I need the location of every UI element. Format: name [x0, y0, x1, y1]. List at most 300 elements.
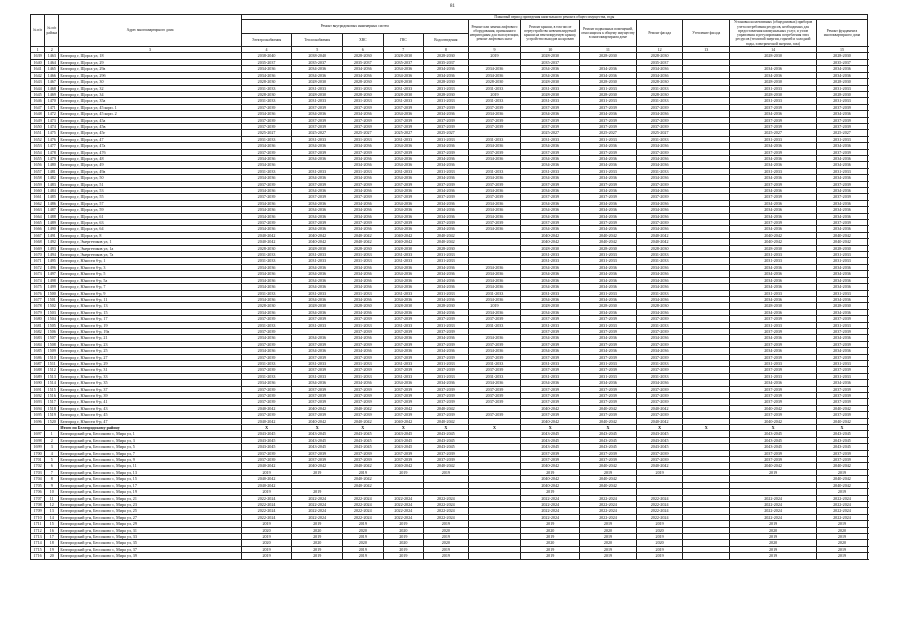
period-cell: 2031-2033	[521, 360, 580, 366]
period-cell: 2037-2039	[292, 194, 343, 200]
period-cell: 2037-2039	[580, 149, 637, 155]
period-cell: 2037-2039	[817, 341, 868, 347]
period-cell: 2028-2030	[383, 79, 424, 85]
period-cell: 2034-2036	[636, 348, 683, 354]
period-cell: 2034-2036	[292, 155, 343, 161]
period-cell: 2034-2036	[468, 188, 521, 194]
period-cell: 2034-2036	[730, 200, 817, 206]
period-cell: 2034-2036	[383, 200, 424, 206]
row-address: Белгород г, Щорса ул, 45 корп. 1	[59, 104, 241, 110]
header-no-district: № п/п района	[45, 15, 59, 47]
period-cell: 2031-2033	[424, 98, 469, 104]
period-cell: 2043-2045	[424, 437, 469, 443]
period-cell: 2034-2036	[241, 213, 292, 219]
period-cell: X	[636, 425, 683, 431]
period-cell: 2037-2039	[580, 181, 637, 187]
period-cell: 2040-2042	[343, 405, 384, 411]
row-number: 1706	[31, 489, 45, 495]
period-cell: 2037-2039	[468, 393, 521, 399]
period-cell: 2034-2036	[343, 213, 384, 219]
period-cell: 2019	[468, 53, 521, 59]
period-cell: 2037-2039	[817, 328, 868, 334]
row-number: 1688	[31, 367, 45, 373]
period-cell: 2019	[636, 553, 683, 559]
period-cell: 2040-2042	[636, 418, 683, 424]
period-cell: 2034-2036	[521, 143, 580, 149]
period-cell: 2031-2033	[580, 85, 637, 91]
period-cell: 2019	[580, 546, 637, 552]
period-cell: 2031-2033	[580, 252, 637, 258]
period-cell: 2037-2039	[817, 194, 868, 200]
period-cell: 2034-2036	[817, 226, 868, 232]
period-cell: 2034-2036	[636, 271, 683, 277]
period-cell: 2034-2036	[730, 348, 817, 354]
row-district-number: 1468	[45, 85, 59, 91]
row-address: Белгород г, Щорса ул, 45а	[59, 117, 241, 123]
period-cell: 2037-2039	[383, 117, 424, 123]
row-district-number: 1472	[45, 111, 59, 117]
row-address: Белгород г, Юности б-р, 21	[59, 335, 241, 341]
period-cell: 2034-2036	[636, 380, 683, 386]
period-cell: 2034-2036	[730, 213, 817, 219]
period-cell: 2034-2036	[580, 207, 637, 213]
period-cell: 2037-2039	[636, 354, 683, 360]
period-cell: 2037-2039	[424, 123, 469, 129]
period-cell: 2020	[383, 527, 424, 533]
row-district-number: 1474	[45, 123, 59, 129]
period-cell: 2034-2036	[241, 271, 292, 277]
period-cell: 2031-2033	[383, 322, 424, 328]
row-number: 1671	[31, 258, 45, 264]
period-cell: 2031-2033	[424, 168, 469, 174]
period-cell: 2031-2033	[730, 322, 817, 328]
period-cell: 2031-2033	[580, 258, 637, 264]
period-cell: 2031-2033	[730, 258, 817, 264]
period-cell: 2031-2033	[241, 85, 292, 91]
period-cell: 2037-2039	[343, 149, 384, 155]
period-cell: 2031-2033	[817, 360, 868, 366]
row-district-number: 1469	[45, 91, 59, 97]
period-cell: 2031-2033	[241, 373, 292, 379]
row-address: Белгород г, Юности б-р, 41	[59, 399, 241, 405]
row-number: 1711	[31, 521, 45, 527]
period-cell: 2031-2033	[521, 290, 580, 296]
period-cell: 2034-2036	[424, 155, 469, 161]
period-cell: 2034-2036	[383, 284, 424, 290]
period-cell: 2022-2024	[241, 495, 292, 501]
period-cell: 2022-2024	[424, 495, 469, 501]
period-cell: 2040-2042	[521, 463, 580, 469]
period-cell: 2040-2042	[817, 239, 868, 245]
table-body	[31, 47, 868, 560]
period-cell: 2034-2036	[292, 188, 343, 194]
period-cell: 2037-2039	[580, 123, 637, 129]
period-cell: 2028-2030	[730, 53, 817, 59]
period-cell: 2037-2039	[817, 367, 868, 373]
period-cell: 2034-2036	[636, 155, 683, 161]
period-cell: 2037-2039	[241, 354, 292, 360]
row-district-number: 9	[45, 482, 59, 488]
period-cell: 2037-2039	[468, 104, 521, 110]
period-cell: X	[383, 425, 424, 431]
period-cell: 2043-2045	[343, 431, 384, 437]
row-number: 1690	[31, 380, 45, 386]
row-number: 1659	[31, 181, 45, 187]
period-cell: 2037-2039	[580, 450, 637, 456]
period-cell: 2034-2036	[468, 348, 521, 354]
period-cell: X	[521, 425, 580, 431]
row-district-number: 1500	[45, 290, 59, 296]
row-number: 1703	[31, 469, 45, 475]
period-cell: 2037-2039	[521, 316, 580, 322]
period-cell: 2037-2039	[241, 341, 292, 347]
period-cell: 2037-2039	[521, 354, 580, 360]
period-cell: 2028-2030	[730, 303, 817, 309]
row-district-number: 7	[45, 469, 59, 475]
period-cell: 2031-2033	[521, 258, 580, 264]
period-cell: 2019	[241, 469, 292, 475]
row-address: Белгород г, Юности б-р, 7	[59, 284, 241, 290]
period-cell: 2034-2036	[521, 348, 580, 354]
header-drainage: Водоотведения	[424, 33, 469, 46]
period-cell: 2040-2042	[521, 232, 580, 238]
row-address: Белгород г, Щорса ул, 63	[59, 220, 241, 226]
period-cell: 2037-2039	[292, 104, 343, 110]
period-cell: 2028-2030	[521, 91, 580, 97]
period-cell: 2037-2039	[292, 457, 343, 463]
period-cell: 2020	[730, 527, 817, 533]
column-number: 6	[343, 47, 384, 53]
header-no: № п/п	[31, 15, 45, 47]
row-district-number: 1482	[45, 175, 59, 181]
row-number: 1695	[31, 412, 45, 418]
row-address: Белгород г, Щорса ул, 61	[59, 213, 241, 219]
period-cell: 2037-2039	[468, 354, 521, 360]
row-number: 1684	[31, 341, 45, 347]
period-cell: 2020	[580, 540, 637, 546]
period-cell: 2040-2042	[817, 232, 868, 238]
period-cell: 2028-2030	[468, 79, 521, 85]
period-cell: 2022-2024	[636, 495, 683, 501]
period-cell: 2040-2042	[241, 463, 292, 469]
header-title-top: Плановый период проведения капитального ремонта общего имущества, годы	[241, 15, 867, 20]
period-cell: 2034-2036	[468, 277, 521, 283]
period-cell: 2034-2036	[468, 207, 521, 213]
row-district-number: 1495	[45, 258, 59, 264]
period-cell: 2037-2039	[424, 194, 469, 200]
period-cell: 2034-2036	[817, 66, 868, 72]
period-cell: 2037-2039	[580, 354, 637, 360]
period-cell: 2028-2030	[730, 245, 817, 251]
period-cell: 2020	[241, 540, 292, 546]
row-number: 1680	[31, 316, 45, 322]
period-cell: 2037-2039	[241, 399, 292, 405]
period-cell: 2037-2039	[730, 393, 817, 399]
period-cell: 2028-2030	[424, 53, 469, 59]
period-cell: 2034-2036	[343, 175, 384, 181]
period-cell: 2031-2033	[241, 360, 292, 366]
period-cell: 2034-2036	[343, 309, 384, 315]
period-cell: 2034-2036	[241, 207, 292, 213]
period-cell: 2022-2024	[424, 501, 469, 507]
period-cell: 2022-2024	[580, 501, 637, 507]
row-district-number: 1489	[45, 220, 59, 226]
period-cell: 2037-2039	[292, 412, 343, 418]
period-cell: 2031-2033	[292, 136, 343, 142]
period-cell: 2037-2039	[817, 399, 868, 405]
column-number: 13	[683, 47, 730, 53]
period-cell: 2028-2030	[424, 91, 469, 97]
period-cell: 2020	[521, 540, 580, 546]
period-cell: 2028-2030	[383, 245, 424, 251]
period-cell: 2019	[343, 533, 384, 539]
period-cell: 2037-2039	[817, 457, 868, 463]
row-address: Белгород г, Юности б-р, 43	[59, 405, 241, 411]
row-number: 1687	[31, 360, 45, 366]
period-cell: 2037-2039	[730, 220, 817, 226]
header-electric: Электроснабжения	[241, 33, 292, 46]
row-address: Белгород г, Юности б-р, 9	[59, 290, 241, 296]
period-cell: 2031-2033	[817, 98, 868, 104]
period-cell: 2034-2036	[292, 380, 343, 386]
period-cell: 2043-2045	[817, 437, 868, 443]
period-cell: 2034-2036	[817, 309, 868, 315]
row-address: Белгород г, Юности б-р, 23	[59, 341, 241, 347]
period-cell: 2034-2036	[468, 380, 521, 386]
period-cell: 2028-2030	[424, 303, 469, 309]
period-cell	[683, 553, 730, 559]
period-cell: 2037-2039	[424, 117, 469, 123]
period-cell: 2034-2036	[292, 226, 343, 232]
period-cell: 2019	[817, 489, 868, 495]
period-cell: 2037-2039	[521, 457, 580, 463]
period-cell: 2022-2024	[636, 508, 683, 514]
period-cell: 2019	[468, 91, 521, 97]
period-cell: 2034-2036	[817, 111, 868, 117]
period-cell: 2019	[521, 469, 580, 475]
period-cell: 2040-2042	[241, 482, 292, 488]
period-cell: 2031-2033	[580, 373, 637, 379]
row-address: Белгородский р-н, Бессоново с, Мира ул, 39	[59, 553, 241, 559]
header-foundation: Ремонт фундамента многоквартирного дома	[817, 20, 868, 47]
row-address: Белгород г, Юности б-р, 15	[59, 309, 241, 315]
period-cell: 2031-2033	[241, 98, 292, 104]
period-cell: 2035-2037	[383, 59, 424, 65]
period-cell: 2028-2030	[817, 245, 868, 251]
period-cell: 2037-2039	[383, 104, 424, 110]
period-cell: 2034-2036	[636, 284, 683, 290]
period-cell: 2037-2039	[241, 393, 292, 399]
period-cell: 2034-2036	[383, 348, 424, 354]
period-cell: 2043-2045	[383, 444, 424, 450]
period-cell: 2037-2039	[580, 316, 637, 322]
header-cold-water: ГВС	[383, 33, 424, 46]
period-cell: 2022-2024	[292, 508, 343, 514]
row-district-number: 14	[45, 514, 59, 520]
period-cell: 2034-2036	[580, 200, 637, 206]
period-cell: 2034-2036	[521, 111, 580, 117]
period-cell: 2031-2033	[241, 168, 292, 174]
row-district-number: 1477	[45, 143, 59, 149]
period-cell: 2031-2033	[521, 168, 580, 174]
period-cell: 2043-2045	[424, 444, 469, 450]
period-cell: 2031-2033	[521, 322, 580, 328]
period-cell: 2034-2036	[424, 207, 469, 213]
period-cell: 2037-2039	[730, 450, 817, 456]
row-address: Белгородский р-н, Бессоново с, Мира ул, 37	[59, 546, 241, 552]
period-cell: 2034-2036	[292, 175, 343, 181]
period-cell: 2034-2036	[580, 284, 637, 290]
period-cell: 2031-2033	[636, 136, 683, 142]
period-cell: 2037-2039	[521, 194, 580, 200]
period-cell: 2022-2024	[343, 508, 384, 514]
period-cell: 2022-2024	[241, 514, 292, 520]
period-cell: 2034-2036	[730, 277, 817, 283]
row-number: 1647	[31, 104, 45, 110]
row-district-number: 1	[45, 431, 59, 437]
period-cell: 2034-2036	[343, 226, 384, 232]
period-cell: 2031-2033	[292, 258, 343, 264]
column-number: 14	[730, 47, 817, 53]
period-cell: 2037-2039	[343, 354, 384, 360]
period-cell: 2034-2036	[241, 226, 292, 232]
period-cell: 2034-2036	[636, 200, 683, 206]
period-cell: 2031-2033	[636, 360, 683, 366]
period-cell: 2037-2039	[636, 393, 683, 399]
period-cell: 2034-2036	[521, 380, 580, 386]
period-cell: 2022-2024	[292, 514, 343, 520]
row-district-number: 16	[45, 527, 59, 533]
period-cell: 2028-2030	[521, 245, 580, 251]
period-cell: 2037-2039	[383, 450, 424, 456]
period-cell: 2019	[292, 489, 343, 495]
period-cell: 2040-2042	[817, 405, 868, 411]
period-cell: 2037-2039	[468, 399, 521, 405]
period-cell: 2034-2036	[383, 175, 424, 181]
period-cell: 2034-2036	[424, 284, 469, 290]
period-cell: 2034-2036	[730, 162, 817, 168]
period-cell: 2034-2036	[343, 188, 384, 194]
period-cell: 2035-2037	[636, 59, 683, 65]
period-cell: 2031-2033	[521, 98, 580, 104]
period-cell: 2020	[636, 527, 683, 533]
column-number: 2	[45, 47, 59, 53]
period-cell: 2022-2024	[383, 508, 424, 514]
period-cell: 2019	[383, 469, 424, 475]
row-number: 1668	[31, 239, 45, 245]
period-cell: 2040-2042	[343, 476, 384, 482]
period-cell: 2043-2045	[730, 444, 817, 450]
period-cell: 2034-2036	[383, 207, 424, 213]
period-cell: 2025-2027	[343, 130, 384, 136]
period-cell: 2037-2039	[424, 386, 469, 392]
period-cell: 2019	[817, 553, 868, 559]
period-cell: 2034-2036	[292, 296, 343, 302]
period-cell: 2031-2033	[521, 373, 580, 379]
period-cell: 2034-2036	[383, 111, 424, 117]
row-address: Белгород г, Щорса ул, 8	[59, 232, 241, 238]
period-cell: 2034-2036	[817, 188, 868, 194]
row-number: 1682	[31, 328, 45, 334]
period-cell: 2031-2033	[521, 252, 580, 258]
period-cell: 2040-2042	[292, 405, 343, 411]
row-address: Белгородский р-н, Бессоново с, Мира ул, 11	[59, 463, 241, 469]
period-cell: 2019	[241, 521, 292, 527]
period-cell: 2028-2030	[343, 91, 384, 97]
period-cell: 2037-2039	[241, 450, 292, 456]
row-number: 1681	[31, 322, 45, 328]
period-cell: 2028-2030	[580, 245, 637, 251]
row-address: Белгород г, Щорса ул, 64	[59, 226, 241, 232]
row-address: Белгород г, Щорса ул, 47	[59, 136, 241, 142]
row-address: Белгород г, Юности б-р, 17	[59, 316, 241, 322]
row-district-number: 1515	[45, 386, 59, 392]
period-cell: 2034-2036	[521, 188, 580, 194]
period-cell: 2031-2033	[383, 136, 424, 142]
column-number: 4	[241, 47, 292, 53]
period-cell: 2037-2039	[730, 328, 817, 334]
period-cell: 2028-2030	[383, 53, 424, 59]
period-cell: 2022-2024	[730, 514, 817, 520]
period-cell: 2034-2036	[424, 200, 469, 206]
period-cell: 2034-2036	[730, 271, 817, 277]
period-cell: 2034-2036	[817, 155, 868, 161]
row-address: Белгородский р-н, Бессоново с, Мира ул, 27	[59, 514, 241, 520]
row-address: Итого по Белгородскому району	[59, 425, 241, 431]
period-cell: 2037-2039	[468, 220, 521, 226]
period-cell: 2040-2042	[580, 418, 637, 424]
period-cell: 2040-2042	[343, 463, 384, 469]
period-cell: 2031-2033	[636, 252, 683, 258]
period-cell: 2034-2036	[292, 271, 343, 277]
period-cell: 2040-2042	[580, 232, 637, 238]
period-cell: 2022-2024	[292, 501, 343, 507]
period-cell: 2022-2024	[521, 514, 580, 520]
period-cell: 2037-2039	[636, 104, 683, 110]
row-address: Белгородский р-н, Бессоново с, Мира ул, 3	[59, 437, 241, 443]
period-cell: 2020	[292, 540, 343, 546]
period-cell: 2034-2036	[730, 264, 817, 270]
period-cell: 2034-2036	[424, 296, 469, 302]
period-cell: 2031-2033	[580, 168, 637, 174]
period-cell: 2020	[817, 527, 868, 533]
period-cell: 2034-2036	[468, 284, 521, 290]
row-address: Белгород г, Юности б-р, 27	[59, 354, 241, 360]
period-cell: 2020	[636, 540, 683, 546]
period-cell: 2034-2036	[424, 380, 469, 386]
period-cell: 2031-2033	[292, 373, 343, 379]
period-cell: 2034-2036	[817, 348, 868, 354]
period-cell: 2028-2030	[730, 91, 817, 97]
period-cell: 2034-2036	[730, 309, 817, 315]
row-address: Белгород г, Энергетиков ул, 7а	[59, 252, 241, 258]
period-cell: 2034-2036	[292, 207, 343, 213]
period-cell: 2040-2042	[730, 463, 817, 469]
period-cell: 2028-2030	[636, 245, 683, 251]
period-cell: 2022-2024	[817, 514, 868, 520]
period-cell: 2022-2024	[730, 508, 817, 514]
period-cell: 2028-2030	[636, 303, 683, 309]
period-cell: 2040-2042	[424, 232, 469, 238]
row-number: 1677	[31, 296, 45, 302]
row-address: Белгород г, Юности б-р, 37	[59, 386, 241, 392]
row-district-number: 1505	[45, 322, 59, 328]
row-district-number: 1478	[45, 149, 59, 155]
period-cell: 2034-2036	[343, 277, 384, 283]
period-cell: 2037-2039	[343, 393, 384, 399]
period-cell: 2037-2039	[580, 341, 637, 347]
period-cell: 2037-2039	[424, 328, 469, 334]
